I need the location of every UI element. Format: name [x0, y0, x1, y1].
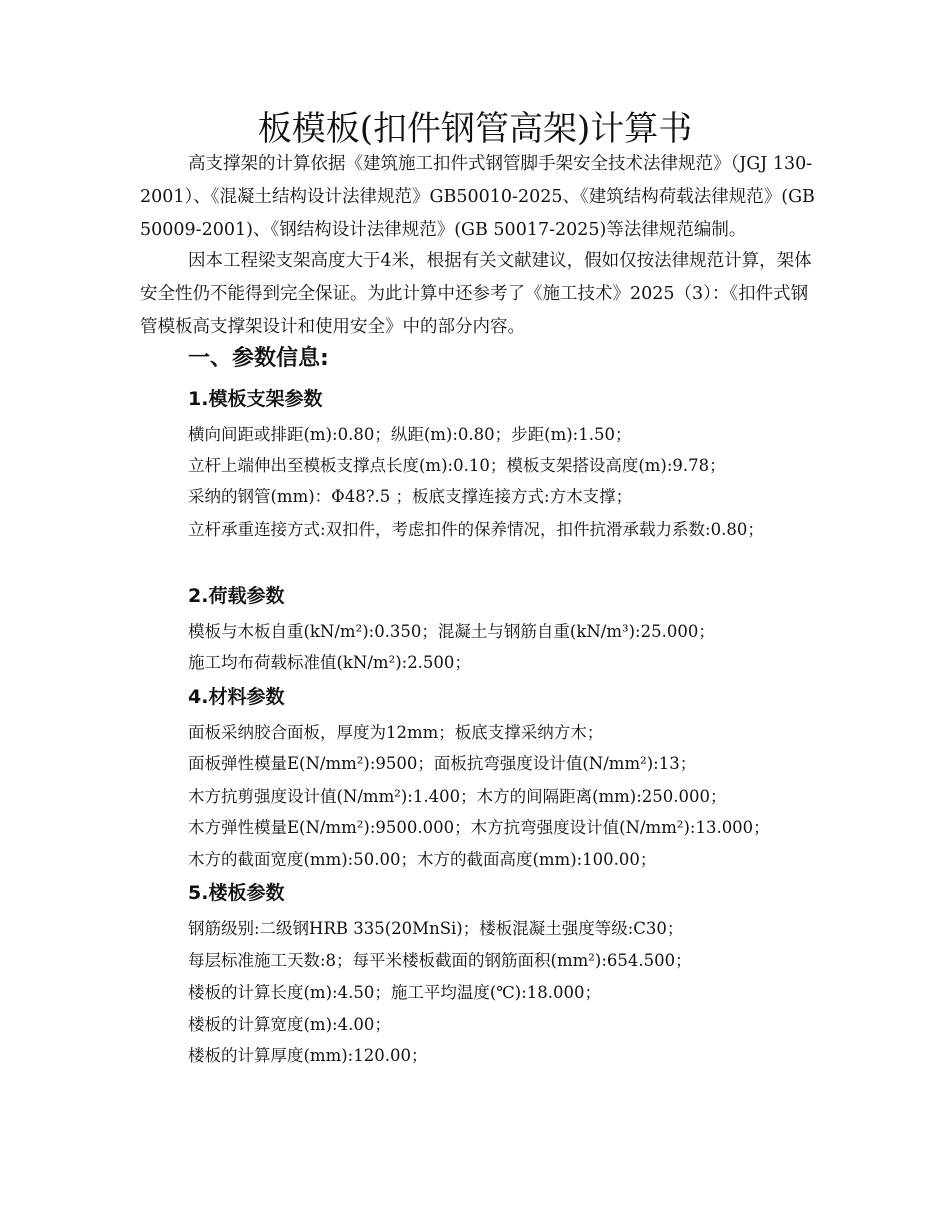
- intro-paragraph-1: 高支撑架的计算依据《建筑施工扣件式钢管脚手架安全技术法律规范》（JGJ 130-2001）、《混凝土结构设计法律规范》GB50010-2025、《建筑结构荷载法律规范》(GB 50009-2001)、《钢结构设计法律规范》(GB 50017-2025)等法律规范编制。: [140, 154, 815, 240]
- param-line: 钢筋级别:二级钢HRB 335(20MnSi)；楼板混凝土强度等级:C30；: [188, 919, 684, 938]
- param-line: 楼板的计算长度(m):4.50；施工平均温度(℃):18.000；: [188, 983, 601, 1002]
- param-line: 面板弹性模量E(N/mm²):9500；面板抗弯强度设计值(N/mm²):13；: [188, 754, 697, 773]
- param-line: 施工均布荷载标准值(kN/m²):2.500；: [188, 653, 471, 672]
- subsection-heading-4: 4.材料参数: [188, 686, 285, 708]
- param-line: 模板与木板自重(kN/m²):0.350；混凝土与钢筋自重(kN/m³):25.000；: [188, 622, 715, 641]
- param-line: 木方的截面宽度(mm):50.00；木方的截面高度(mm):100.00；: [188, 850, 657, 869]
- param-line: 楼板的计算厚度(mm):120.00；: [188, 1046, 428, 1065]
- param-line: 立杆上端伸出至模板支撑点长度(m):0.10；模板支架搭设高度(m):9.78；: [188, 456, 726, 475]
- param-line: 木方弹性模量E(N/mm²):9500.000；木方抗弯强度设计值(N/mm²):13.000；: [188, 818, 770, 837]
- param-line: 采纳的钢管(mm)：Φ48?.5 ；板底支撑连接方式:方木支撑；: [188, 487, 633, 506]
- param-line: 木方抗剪强度设计值(N/mm²):1.400；木方的间隔距离(mm):250.000；: [188, 787, 727, 806]
- param-wrap-line: 立杆承重连接方式:双扣件，考虑扣件的保养情况，扣件抗滑承载力系数:0.80；: [188, 520, 764, 539]
- param-line: 每层标准施工天数:8；每平米楼板截面的钢筋面积(mm²):654.500；: [188, 951, 692, 970]
- section-heading: 一、参数信息:: [188, 346, 329, 371]
- subsection-heading-1: 1.模板支架参数: [188, 388, 323, 410]
- subsection-heading-5: 5.楼板参数: [188, 882, 285, 904]
- intro-paragraph-2: 因本工程梁支架高度大于4米，根据有关文献建议，假如仅按法律规范计算，架体安全性仍不能得到完全保证。为此计算中还参考了《施工技术》2025（3）：《扣件式钢管模板高支撑架设计和使用安全》中的部分内容。: [140, 251, 812, 337]
- document-title: 板模板(扣件钢管高架)计算书: [257, 109, 693, 149]
- param-line: 楼板的计算宽度(m):4.00；: [188, 1015, 391, 1034]
- param-line: 横向间距或排距(m):0.80；纵距(m):0.80；步距(m):1.50；: [188, 425, 632, 444]
- param-line: 面板采纳胶合面板，厚度为12mm；板底支撑采纳方木；: [188, 723, 604, 742]
- subsection-heading-2: 2.荷载参数: [188, 585, 285, 607]
